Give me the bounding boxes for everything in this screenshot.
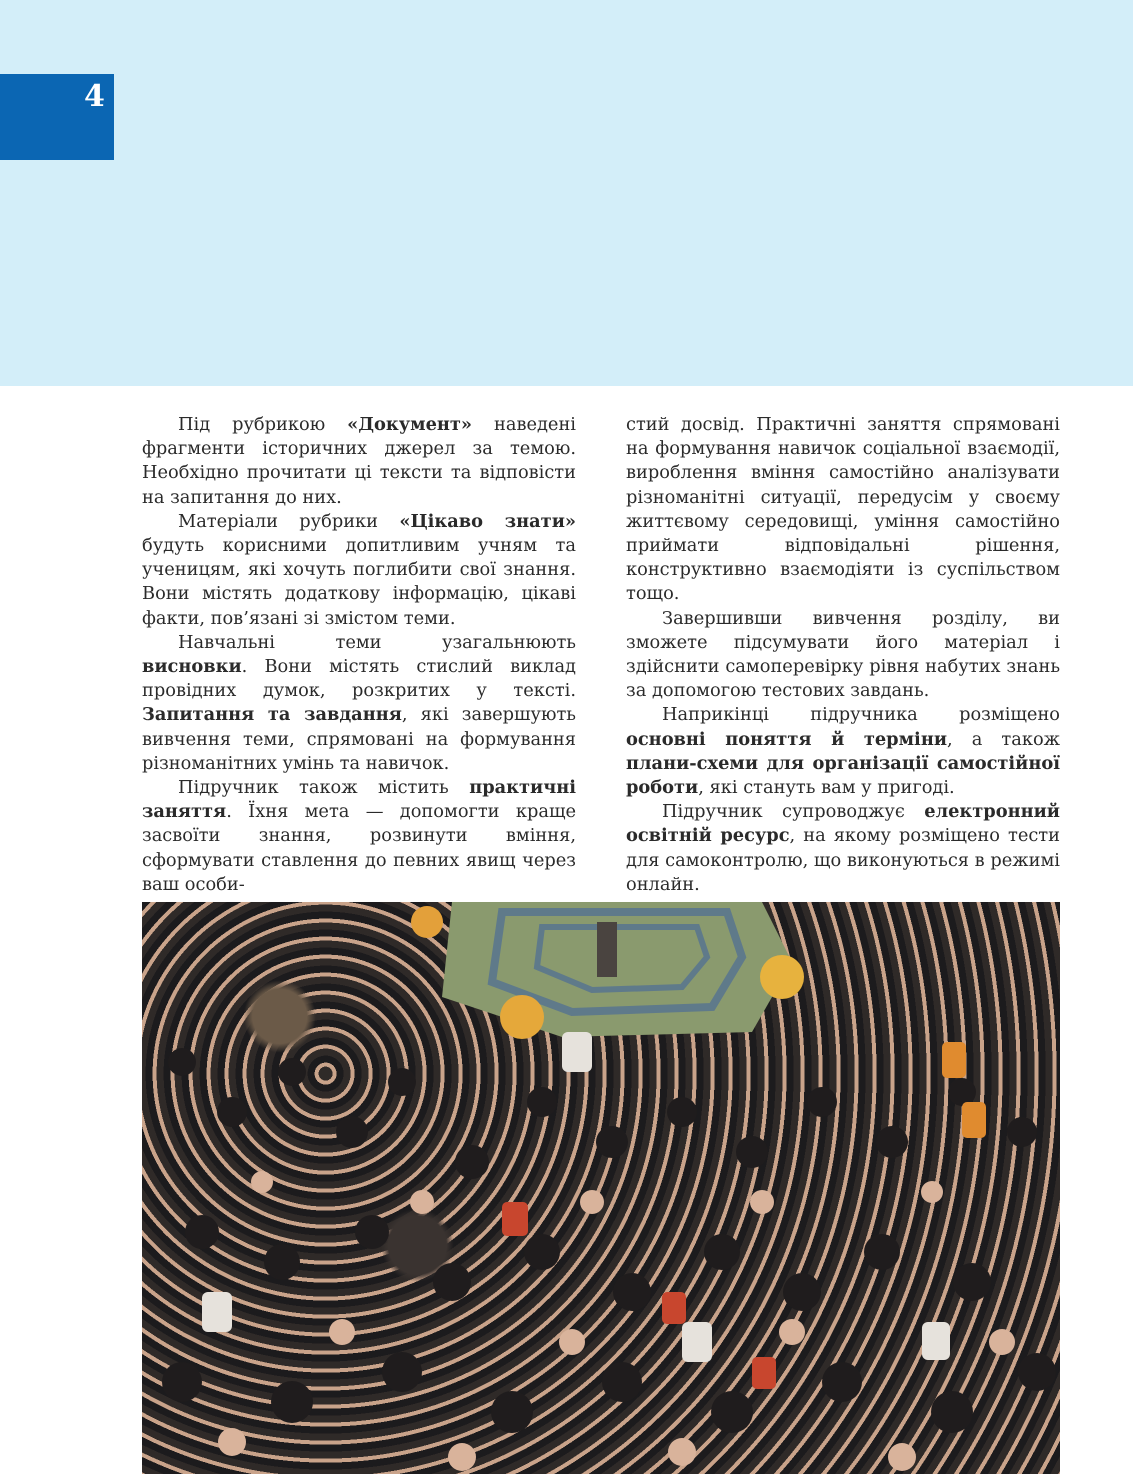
- paragraph-online-resource: Підручник супроводжує електронний освітній ресурс, на якому розміщено тести для самоконтролю, що виконуються в режимі онлайн.: [626, 801, 1060, 895]
- crowd-photo-image: [142, 902, 1060, 1474]
- paragraph-practical: Підручник також містить практичні заняття. Їхня мета — допомогти краще засвоїти знання, розвинути вміння, сформувати ставлення до певних явищ через ваш особи-: [142, 777, 576, 895]
- paragraph-conclusions: Навчальні теми узагальнюють висновки. Вони містять стислий виклад провідних думок, розкритих у тексті. Запитання та завдання, які завершують вивчення теми, спрямовані на формування різноманітних умінь та навичок.: [142, 631, 576, 774]
- left-text-column: [142, 413, 576, 897]
- paragraph-practical-continued: стий досвід. Практичні заняття спрямовані на формування навичок соціальної взаємодії, вироблення вміння самостійно аналізувати різноманітні ситуації, передусім у своєму життєвому середовищі, уміння самостійно приймати відповідальні рішення, конструктивно взаємодіяти із суспільством тощо.: [626, 414, 1060, 605]
- paragraph-document: Під рубрикою «Документ» наведені фрагменти історичних джерел за темою. Необхідно прочитати ці тексти та відповісти на запитання до них.: [142, 414, 576, 508]
- right-text-column: [626, 413, 1060, 897]
- paragraph-terms: Наприкінці підручника розміщено основні поняття й терміни, а також плани-схеми для організації самостійної роботи, які стануть вам у пригоді.: [626, 704, 1061, 799]
- header-band: [0, 0, 1133, 386]
- crowd-photo: [142, 902, 1060, 1474]
- paragraph-self-check: Завершивши вивчення розділу, ви зможете підсумувати його матеріал і здійснити самоперевірку рівня набутих знань за допомогою тестових завдань.: [626, 607, 1060, 702]
- paragraph-interesting: Матеріали рубрики «Цікаво знати» будуть корисними допитливим учням та ученицям, які хочуть поглибити свої знання. Вони містять додаткову інформацію, цікаві факти, пов’язані зі змістом теми.: [142, 510, 576, 629]
- page-number: 4: [84, 79, 105, 114]
